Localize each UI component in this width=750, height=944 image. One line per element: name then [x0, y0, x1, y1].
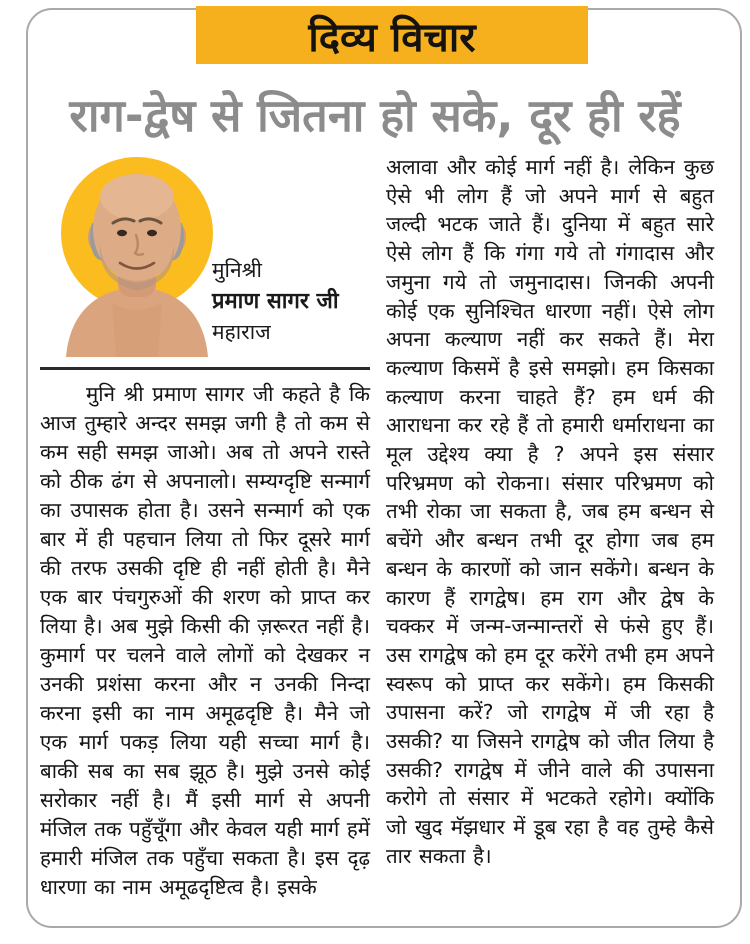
author-name: प्रमाण सागर जी	[212, 289, 339, 314]
section-banner	[196, 6, 588, 64]
headline: राग-द्वेष से जितना हो सके, दूर ही रहें	[69, 89, 681, 142]
monk-photo	[52, 153, 222, 357]
left-column	[40, 153, 370, 902]
right-column	[386, 153, 714, 902]
separator-line	[40, 367, 370, 370]
article-right-column-text: अलावा और कोई मार्ग नहीं है। लेकिन कुछ ऐसे भी लोग हैं जो अपने मार्ग से बहुत जल्दी भटक जाते हैं। दुनिया में बहुत सारे ऐसे लोग हैं कि गंगा गये तो गंगादास और जमुना गये तो जमुनादास। जिनकी अपनी कोई एक सुनिश्चित धारणा नहीं। ऐसे लोग अपना कल्याण नहीं कर सकते हैं। मेरा कल्याण किसमें है इसे समझो। हम किसका कल्याण करना चाहते हैं? हम धर्म की आराधना कर रहे हैं तो हमारी धर्माराधना का मूल उद्देश्य क्या है ? अपने इस संसार परिभ्रमण को रोकना। संसार परिभ्रमण को तभी रोका जा सकता है, जब हम बन्धन से बचेंगे और बन्धन तभी दूर होगा जब हम बन्धन के कारणों को जान सकेंगे। बन्धन के कारण हैं रागद्वेष। हम राग और द्वेष के चक्कर में जन्म-जन्मान्तरों से फंसे हुए हैं। उस रागद्वेष को हम दूर करेंगे तभी हम अपने स्वरूप को प्राप्त कर सकेंगे। हम किसकी उपासना करें? जो रागद्वेष में जी रहा है उसकी? या जिसने रागद्वेष को जीत लिया है उसकी? रागद्वेष में जीने वाले की उपासना करोगे तो संसार में भटकते रहोगे। क्योंकि जो खुद मॅझधार में डूब रहा है वह तुम्हे कैसे तार सकता है।	[386, 155, 714, 868]
section-banner-title: दिव्य विचार	[308, 14, 476, 61]
author-title: मुनिश्री	[212, 258, 262, 282]
author-caption	[212, 255, 339, 348]
author-honorific: महाराज	[212, 320, 271, 344]
article-left-column-text: मुनि श्री प्रमाण सागर जी कहते है कि आज तुम्हारे अन्दर समझ जगी है तो कम से कम सही समझ जाओ। अब तो अपने रास्ते को ठीक ढंग से अपनालो। सम्यग्दृष्टि सन्मार्ग का उपासक होता है। उसने सन्मार्ग को एक बार में ही पहचान लिया तो फिर दूसरे मार्ग की तरफ उसकी दृष्टि ही नहीं होती है। मैने एक बार पंचगुरुओं की शरण को प्राप्त कर लिया है। अब मुझे किसी की ज़रूरत नहीं है। कुमार्ग पर चलने वाले लोगों को देखकर न उनकी प्रशंसा करना और न उनकी निन्दा करना इसी का नाम अमूढदृष्टि है। मैने जो एक मार्ग पकड़ लिया यही सच्चा मार्ग है। बाकी सब का सब झूठ है। मुझे उनसे कोई सरोकार नहीं है। मैं इसी मार्ग से अपनी मंजिल तक पहुँचूँगा और केवल यही मार्ग हमें हमारी मंजिल तक पहुँचा सकता है। इस दृढ़ धारणा का नाम अमूढदृष्टित्व है। इसके	[40, 382, 370, 899]
article-columns	[40, 153, 714, 902]
author-block	[40, 153, 370, 359]
